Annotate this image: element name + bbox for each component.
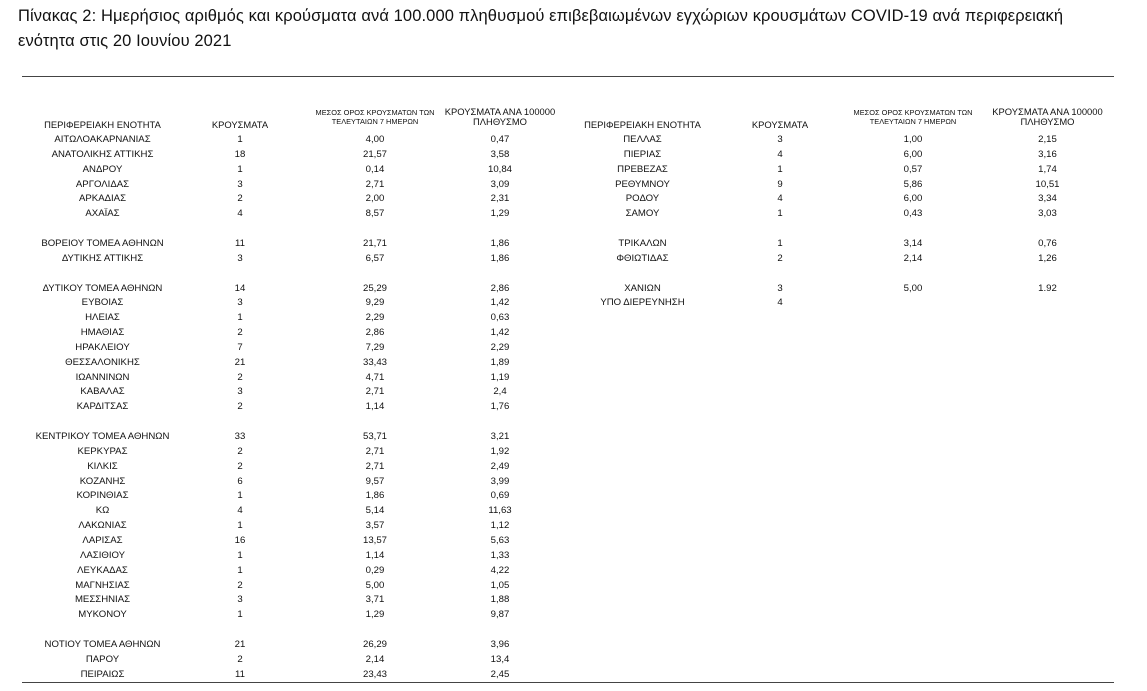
cell-avg7: 9,57	[365, 475, 385, 487]
table-row	[0, 177, 1147, 192]
cell-region: ΜΕΣΣΗΝΙΑΣ	[74, 594, 131, 606]
cell-avg7: 6,57	[365, 252, 385, 264]
cell-region: ΑΧΑΪΑΣ	[85, 208, 120, 220]
cell-cases: 3	[237, 297, 243, 309]
cell-region: ΑΝΔΡΟΥ	[82, 163, 123, 175]
table-row	[0, 370, 1147, 385]
cell-per100k: 1,88	[490, 594, 510, 606]
cell-cases: 6	[237, 475, 243, 487]
cell-region: ΗΛΕΙΑΣ	[85, 312, 120, 324]
cell-region: ΠΡΕΒΕΖΑΣ	[617, 163, 668, 175]
cell-per100k: 4,22	[490, 564, 510, 576]
table-row	[0, 474, 1147, 489]
cell-avg7: 5,14	[365, 505, 385, 517]
cell-per100k: 1,26	[1038, 252, 1057, 264]
cell-per100k: 1,29	[490, 208, 510, 220]
cell-cases: 1	[777, 237, 783, 249]
cell-per100k: 0,76	[1038, 237, 1057, 249]
bottom-rule	[22, 682, 1114, 683]
cell-per100k: 1,19	[490, 371, 510, 383]
cell-avg7: 4,71	[365, 371, 385, 383]
cell-region: ΚΑΡΔΙΤΣΑΣ	[76, 401, 129, 413]
cell-region: ΧΑΝΙΩΝ	[624, 282, 661, 294]
cell-per100k: 1,89	[490, 356, 510, 368]
cell-region: ΑΝΑΤΟΛΙΚΗΣ ΑΤΤΙΚΗΣ	[51, 148, 154, 160]
left-header-region: ΠΕΡΙΦΕΡΕΙΑΚΗ ΕΝΟΤΗΤΑ	[44, 119, 161, 130]
cell-avg7: 3,71	[365, 594, 385, 606]
cell-cases: 3	[237, 594, 243, 606]
cell-cases: 4	[777, 148, 783, 160]
table-row	[0, 503, 1147, 518]
cell-avg7: 2,14	[365, 653, 385, 665]
cell-per100k: 3,16	[1038, 148, 1057, 160]
cell-cases: 3	[777, 134, 783, 145]
cell-region: ΔΥΤΙΚΟΥ ΤΟΜΕΑ ΑΘΗΝΩΝ	[42, 282, 163, 294]
cell-cases: 3	[777, 282, 783, 294]
cell-cases: 1	[237, 134, 243, 145]
cell-avg7: 1,00	[903, 134, 923, 145]
cell-per100k: 2,45	[490, 668, 510, 680]
cell-region: ΑΡΚΑΔΙΑΣ	[79, 193, 126, 205]
cell-per100k: 11,63	[488, 505, 512, 517]
cell-region: ΙΩΑΝΝΙΝΩΝ	[75, 371, 130, 383]
cell-region: ΥΠΟ ΔΙΕΡΕΥΝΗΣΗ	[600, 297, 685, 309]
cell-region: ΛΑΡΙΣΑΣ	[82, 534, 123, 546]
cell-cases: 2	[237, 371, 243, 383]
cell-region: ΚΙΛΚΙΣ	[87, 460, 118, 472]
table-row	[0, 355, 1147, 370]
table-row	[0, 340, 1147, 355]
cell-avg7: 13,57	[362, 534, 387, 546]
cell-region: ΚΟΡΙΝΘΙΑΣ	[76, 490, 129, 502]
cell-avg7: 33,43	[362, 356, 387, 368]
cell-avg7: 3,57	[365, 520, 385, 532]
cell-per100k: 2,86	[490, 282, 510, 294]
cell-per100k: 3,21	[490, 431, 510, 442]
table-title: Πίνακας 2: Ημερήσιος αριθμός και κρούσματα ανά 100.000 πληθυσμού επιβεβαιωμένων εγχώριων κρουσμάτων COVID-19 ανά περιφερειακή ενότητα στις 20 Ιουνίου 2021	[18, 7, 1064, 50]
cell-region: ΡΟΔΟΥ	[625, 193, 660, 205]
cell-per100k: 1,12	[490, 520, 510, 532]
table-row	[0, 607, 1147, 622]
cell-avg7: 0,43	[903, 208, 923, 220]
cell-region: ΘΕΣΣΑΛΟΝΙΚΗΣ	[65, 356, 140, 368]
cell-region: ΚΟΖΑΝΗΣ	[79, 475, 126, 487]
cell-per100k: 3,96	[490, 638, 510, 650]
cell-region: ΦΘΙΩΤΙΔΑΣ	[616, 252, 669, 264]
cell-region: ΚΕΡΚΥΡΑΣ	[77, 445, 128, 457]
table-row	[0, 578, 1147, 593]
cell-cases: 2	[237, 193, 243, 205]
table-row	[0, 622, 1147, 637]
right-header-cases: ΚΡΟΥΣΜΑΤΑ	[751, 119, 809, 130]
cell-cases: 16	[234, 534, 246, 546]
table-row	[0, 236, 1147, 251]
cell-per100k: 3,09	[490, 178, 510, 190]
cell-per100k: 1.92	[1038, 282, 1057, 294]
cell-region: ΛΑΣΙΘΙΟΥ	[79, 549, 126, 561]
cell-avg7: 2,71	[365, 178, 385, 190]
cell-cases: 1	[777, 208, 783, 220]
cell-cases: 1	[237, 609, 243, 621]
table-row	[0, 221, 1147, 236]
cell-region: ΗΜΑΘΙΑΣ	[80, 327, 125, 339]
cell-per100k: 1,74	[1038, 163, 1057, 175]
cell-region: ΛΑΚΩΝΙΑΣ	[78, 520, 127, 532]
table-row	[0, 251, 1147, 266]
cell-per100k: 1,86	[490, 252, 510, 264]
cell-per100k: 2,29	[490, 341, 510, 353]
cell-region: ΡΕΘΥΜΝΟΥ	[615, 178, 670, 190]
cell-per100k: 10,84	[487, 163, 512, 175]
table-row	[0, 518, 1147, 533]
cell-per100k: 0,69	[490, 490, 510, 502]
cell-per100k: 13,4	[490, 653, 510, 665]
cell-avg7: 6,00	[903, 148, 923, 160]
cell-region: ΛΕΥΚΑΔΑΣ	[77, 564, 128, 576]
table-row	[0, 325, 1147, 340]
cell-cases: 21	[234, 356, 246, 368]
cell-avg7: 25,29	[362, 282, 387, 294]
cell-cases: 3	[237, 386, 243, 398]
cell-avg7: 9,29	[365, 297, 385, 309]
cell-region: ΤΡΙΚΑΛΩΝ	[618, 237, 667, 249]
table-row	[0, 459, 1147, 474]
table-row	[0, 384, 1147, 399]
cell-cases: 9	[777, 178, 783, 190]
cell-avg7: 5,00	[903, 282, 923, 294]
cell-cases: 2	[237, 653, 243, 665]
cell-region: ΑΡΓΟΛΙΔΑΣ	[75, 178, 130, 190]
cell-cases: 2	[777, 252, 783, 264]
cell-region: ΠΙΕΡΙΑΣ	[623, 148, 662, 160]
cell-avg7: 0,29	[365, 564, 385, 576]
cell-avg7: 1,29	[365, 609, 385, 621]
cell-cases: 2	[237, 445, 243, 457]
left-header-avg7: ΜΕΣΟΣ ΟΡΟΣ ΚΡΟΥΣΜΑΤΩΝ ΤΩΝ ΤΕΛΕΥΤΑΙΩΝ 7 ΗΜΕΡΩΝ	[315, 108, 435, 126]
cell-avg7: 0,14	[365, 163, 385, 175]
cell-per100k: 2,15	[1038, 134, 1057, 145]
cell-avg7: 23,43	[362, 668, 387, 680]
cell-avg7: 1,14	[365, 549, 385, 561]
cell-per100k: 1,42	[490, 297, 510, 309]
left-header-cases: ΚΡΟΥΣΜΑΤΑ	[211, 119, 269, 130]
cell-cases: 11	[235, 668, 245, 680]
table-row	[0, 444, 1147, 459]
table-row	[0, 563, 1147, 578]
cell-avg7: 1,86	[365, 490, 385, 502]
cell-cases: 4	[237, 505, 243, 517]
cell-cases: 2	[237, 401, 243, 413]
cell-region: ΠΕΛΛΑΣ	[623, 134, 662, 145]
table-row	[0, 637, 1147, 652]
cell-per100k: 3,58	[490, 148, 510, 160]
right-header-avg7: ΜΕΣΟΣ ΟΡΟΣ ΚΡΟΥΣΜΑΤΩΝ ΤΩΝ ΤΕΛΕΥΤΑΙΩΝ 7 ΗΜΕΡΩΝ	[853, 108, 973, 126]
left-header-per100k: ΚΡΟΥΣΜΑΤΑ ΑΝΑ 100000 ΠΛΗΘΥΣΜΟ	[444, 106, 556, 127]
cell-per100k: 10,51	[1035, 178, 1060, 190]
cell-region: ΣΑΜΟΥ	[625, 208, 660, 220]
cell-per100k: 3,34	[1038, 193, 1057, 205]
table-row	[0, 206, 1147, 221]
cell-avg7: 3,14	[903, 237, 923, 249]
table-row	[0, 310, 1147, 325]
table-row	[0, 652, 1147, 667]
cell-per100k: 2,49	[490, 460, 510, 472]
cell-cases: 1	[237, 520, 243, 532]
table-row	[0, 162, 1147, 177]
cell-avg7: 7,29	[365, 341, 385, 353]
cell-per100k: 1,76	[490, 401, 510, 413]
cell-cases: 1	[237, 312, 243, 324]
cell-cases: 4	[237, 208, 243, 220]
cell-cases: 11	[235, 237, 245, 249]
cell-region: ΠΕΙΡΑΙΩΣ	[80, 668, 125, 680]
cell-per100k: 0,47	[490, 134, 510, 145]
table-row	[0, 488, 1147, 503]
cell-cases: 1	[237, 549, 243, 561]
cell-avg7: 2,71	[365, 445, 385, 457]
cell-cases: 1	[237, 564, 243, 576]
table-row	[0, 266, 1147, 281]
table-row	[0, 533, 1147, 548]
cell-cases: 21	[234, 638, 246, 650]
cell-per100k: 1,86	[490, 237, 510, 249]
table-row	[0, 295, 1147, 310]
table-row	[0, 414, 1147, 429]
cell-avg7: 8,57	[365, 208, 385, 220]
table-row	[0, 548, 1147, 563]
cell-region: ΑΙΤΩΛΟΑΚΑΡΝΑΝΙΑΣ	[54, 134, 151, 145]
cell-cases: 1	[237, 163, 243, 175]
cell-avg7: 26,29	[362, 638, 387, 650]
cell-region: ΗΡΑΚΛΕΙΟΥ	[75, 341, 130, 353]
cell-region: ΜΥΚΟΝΟΥ	[78, 609, 127, 621]
cell-cases: 3	[237, 252, 243, 264]
table-row	[0, 147, 1147, 162]
cell-avg7: 21,71	[362, 237, 387, 249]
cell-per100k: 3,99	[490, 475, 510, 487]
cell-cases: 1	[777, 163, 783, 175]
cell-per100k: 0,63	[490, 312, 510, 324]
cell-cases: 14	[234, 282, 246, 294]
table-row	[0, 592, 1147, 607]
cell-region: ΠΑΡΟΥ	[85, 653, 120, 665]
cell-region: ΜΑΓΝΗΣΙΑΣ	[75, 579, 130, 591]
cell-cases: 3	[237, 178, 243, 190]
cell-cases: 4	[777, 297, 783, 309]
cell-avg7: 21,57	[362, 148, 387, 160]
right-header-region: ΠΕΡΙΦΕΡΕΙΑΚΗ ΕΝΟΤΗΤΑ	[584, 119, 701, 130]
cell-cases: 18	[234, 148, 246, 160]
cell-cases: 7	[237, 341, 243, 353]
cell-per100k: 9,87	[490, 609, 510, 621]
cell-avg7: 1,14	[365, 401, 385, 413]
cell-per100k: 3,03	[1038, 208, 1057, 220]
cell-per100k: 5,63	[490, 534, 510, 546]
table-row	[0, 399, 1147, 414]
cell-avg7: 2,14	[903, 252, 923, 264]
cell-per100k: 1,92	[490, 445, 510, 457]
cell-region: ΒΟΡΕΙΟΥ ΤΟΜΕΑ ΑΘΗΝΩΝ	[41, 237, 164, 249]
cell-region: ΔΥΤΙΚΗΣ ΑΤΤΙΚΗΣ	[61, 252, 144, 264]
cell-avg7: 2,71	[365, 386, 385, 398]
top-rule	[22, 76, 1114, 77]
cell-region: ΕΥΒΟΙΑΣ	[81, 297, 124, 309]
cell-region: ΚΕΝΤΡΙΚΟΥ ΤΟΜΕΑ ΑΘΗΝΩΝ	[35, 431, 170, 442]
cell-avg7: 2,71	[365, 460, 385, 472]
cell-per100k: 2,4	[493, 386, 507, 398]
cell-region: ΚΑΒΑΛΑΣ	[80, 386, 125, 398]
cell-cases: 2	[237, 579, 243, 591]
cell-avg7: 5,86	[903, 178, 923, 190]
table-row	[0, 132, 1147, 147]
table-row	[0, 429, 1147, 444]
cell-avg7: 6,00	[903, 193, 923, 205]
cell-avg7: 2,00	[365, 193, 385, 205]
cell-per100k: 2,31	[490, 193, 510, 205]
cell-cases: 4	[777, 193, 783, 205]
cell-cases: 1	[237, 490, 243, 502]
cell-region: ΚΩ	[95, 505, 110, 517]
cell-per100k: 1,05	[490, 579, 510, 591]
table-row	[0, 667, 1147, 682]
cell-cases: 2	[237, 327, 243, 339]
cell-avg7: 2,29	[365, 312, 385, 324]
cell-per100k: 1,33	[490, 549, 510, 561]
right-header-per100k: ΚΡΟΥΣΜΑΤΑ ΑΝΑ 100000 ΠΛΗΘΥΣΜΟ	[992, 106, 1103, 127]
cell-cases: 33	[234, 431, 246, 442]
table-row	[0, 281, 1147, 296]
cell-region: ΝΟΤΙΟΥ ΤΟΜΕΑ ΑΘΗΝΩΝ	[44, 638, 161, 650]
cell-avg7: 0,57	[903, 163, 923, 175]
cell-cases: 2	[237, 460, 243, 472]
cell-avg7: 2,86	[365, 327, 385, 339]
cell-per100k: 1,42	[490, 327, 510, 339]
cell-avg7: 5,00	[365, 579, 385, 591]
cell-avg7: 4,00	[365, 134, 385, 145]
cell-avg7: 53,71	[362, 431, 387, 442]
table-row	[0, 191, 1147, 206]
